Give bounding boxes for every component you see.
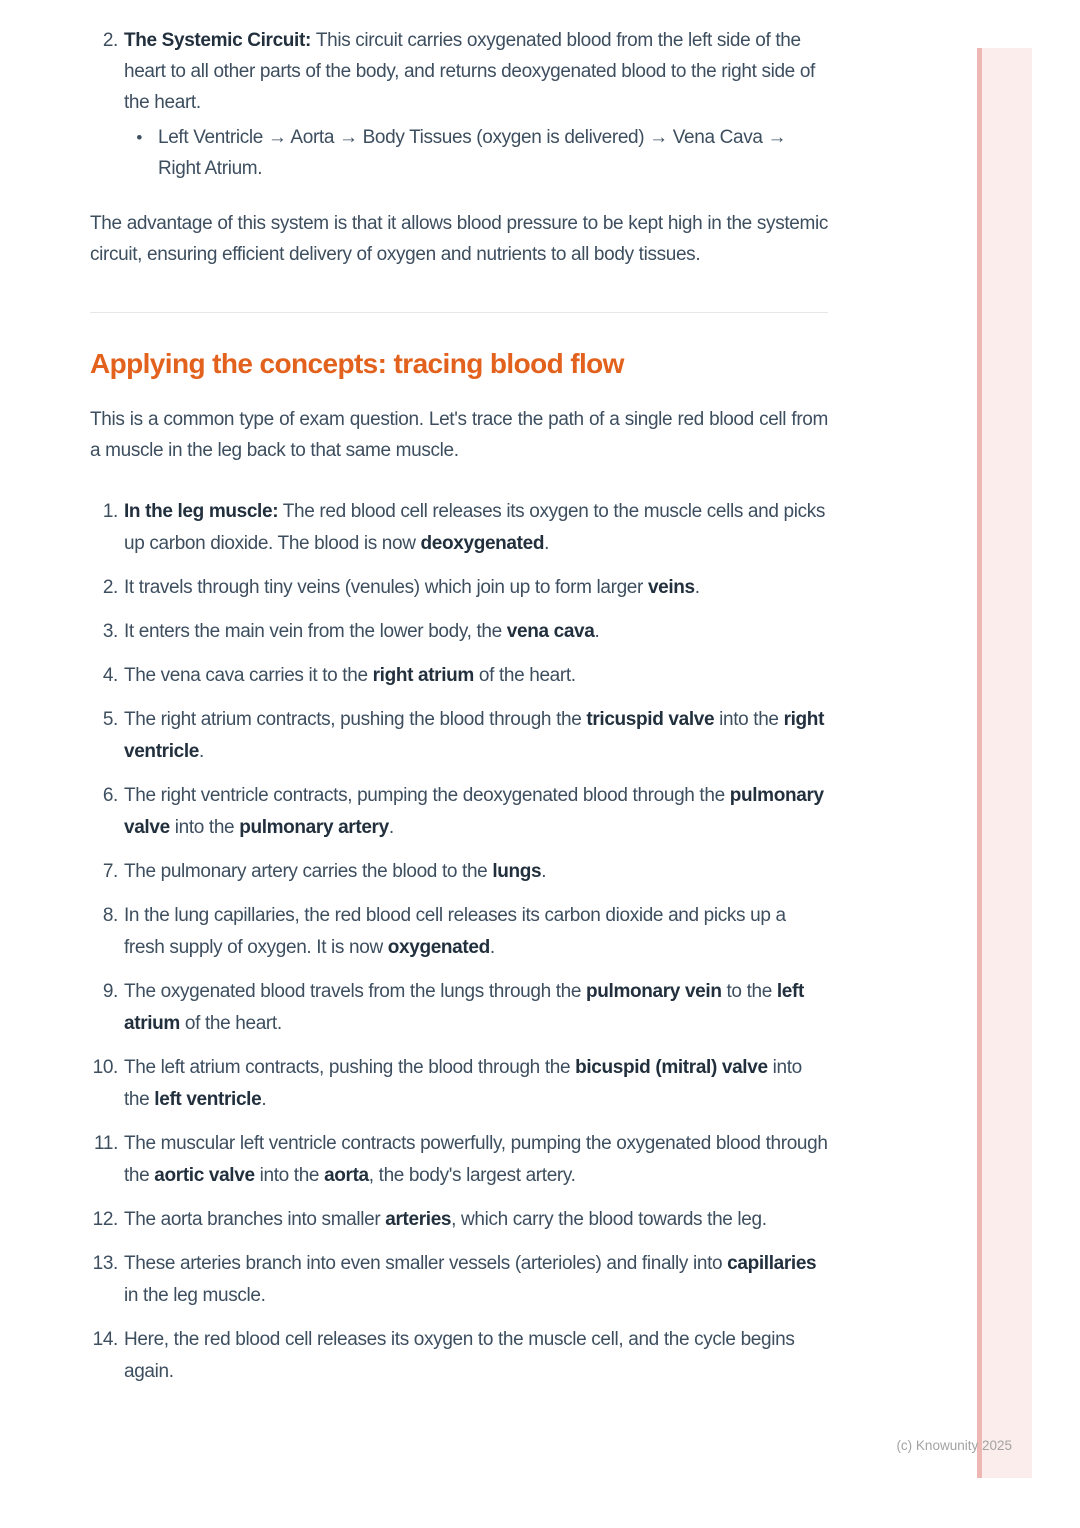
step-text: [124, 1052, 828, 1116]
systemic-circuit-item: [90, 25, 828, 118]
circuit-path-list: [90, 122, 828, 184]
text-run: The oxygenated blood travels from the lungs through the: [124, 981, 587, 1002]
step-number: 2.: [102, 577, 118, 598]
bold-term: right atrium: [372, 665, 474, 686]
bold-term: deoxygenated: [420, 533, 545, 554]
copyright-text: (c) Knowunity 2025: [896, 1438, 1012, 1453]
circuit-path-item: [90, 122, 828, 184]
bold-term: tricuspid valve: [586, 709, 715, 730]
step-item: [90, 976, 828, 1040]
bold-term: aorta: [324, 1165, 369, 1186]
text-run: The vena cava carries it to the: [124, 665, 373, 686]
bold-term: aortic valve: [154, 1165, 255, 1186]
step-number: 9.: [102, 981, 118, 1002]
step-text: [124, 660, 828, 692]
bold-term: lungs: [492, 861, 542, 882]
step-item: [90, 1052, 828, 1116]
step-number: 13.: [92, 1253, 118, 1274]
bold-term: left ventricle: [154, 1089, 262, 1110]
bold-term: bicuspid (mitral) valve: [575, 1057, 768, 1078]
text-run: Here, the red blood cell releases its oxygen to the muscle cell, and the cycle begins again.: [124, 1329, 795, 1382]
step-item: [90, 704, 828, 768]
bold-term: In the leg muscle:: [124, 501, 279, 522]
text-run: This circuit carries oxygenated blood from the left side of the heart to all other parts of the body, and returns deoxygenated blood to the right side of the heart.: [124, 30, 815, 113]
text-run: It travels through tiny veins (venules) which join up to form larger: [124, 577, 648, 598]
text-run: These arteries branch into even smaller vessels (arterioles) and finally into: [124, 1253, 728, 1274]
step-item: [90, 780, 828, 844]
bold-term: right ventricle: [124, 709, 825, 762]
circuit-list: [90, 25, 828, 118]
step-item: [90, 1204, 828, 1236]
step-text: [124, 616, 828, 648]
step-item: [90, 616, 828, 648]
section-heading: Applying the concepts: tracing blood flow: [90, 348, 624, 379]
bold-term: veins: [647, 577, 695, 598]
bullet-icon: •: [136, 128, 142, 147]
text-run: .: [489, 937, 495, 958]
page-content: [90, 0, 828, 1400]
text-run: The aorta branches into smaller: [124, 1209, 386, 1230]
text-run: of the heart.: [179, 1013, 282, 1034]
step-item: [90, 660, 828, 692]
step-item: [90, 900, 828, 964]
text-run: .: [199, 741, 204, 762]
bold-term: pulmonary artery: [239, 817, 389, 838]
text-run: into the: [254, 1165, 325, 1186]
circuit-path-text: Left Ventricle → Aorta → Body Tissues (oxygen is delivered) → Vena Cava → Right Atrium.: [158, 127, 787, 179]
step-number: 7.: [102, 861, 118, 882]
step-text: [124, 1128, 828, 1192]
step-text: [124, 572, 828, 604]
text-run: The right ventricle contracts, pumping the deoxygenated blood through the: [124, 785, 730, 806]
step-number: 12.: [92, 1209, 118, 1230]
text-run: .: [594, 621, 600, 642]
step-item: [90, 856, 828, 888]
bold-term: left atrium: [124, 981, 804, 1034]
step-number: 1.: [102, 501, 118, 522]
text-run: into the: [714, 709, 784, 730]
steps-list: [90, 496, 828, 1388]
systemic-circuit-text: [124, 25, 828, 118]
step-number: 5.: [102, 709, 118, 730]
text-run: The left atrium contracts, pushing the blood through the: [124, 1057, 576, 1078]
step-number: 6.: [102, 785, 118, 806]
text-run: The pulmonary artery carries the blood to the: [124, 861, 493, 882]
text-run: The right atrium contracts, pushing the blood through the: [124, 709, 587, 730]
text-run: .: [388, 817, 394, 838]
step-text: [124, 1324, 828, 1388]
step-item: [90, 572, 828, 604]
step-number: 4.: [102, 665, 118, 686]
step-number: 11.: [94, 1133, 118, 1154]
text-run: .: [541, 861, 547, 882]
step-text: [124, 496, 828, 560]
step-number: 3.: [102, 621, 118, 642]
step-item: [90, 1324, 828, 1388]
list-item-number: 2.: [102, 30, 118, 51]
text-run: In the lung capillaries, the red blood cell releases its carbon dioxide and picks up a fresh supply of oxygen. It is now: [124, 905, 786, 958]
text-run: The muscular left ventricle contracts powerfully, pumping the oxygenated blood through the: [124, 1133, 828, 1186]
step-text: [124, 780, 828, 844]
page-edge-strip: [977, 48, 1032, 1478]
text-run: in the leg muscle.: [124, 1285, 266, 1306]
text-run: .: [544, 533, 550, 554]
step-item: [90, 1248, 828, 1312]
text-run: to the: [721, 981, 777, 1002]
step-item: [90, 1128, 828, 1192]
bold-term: vena cava: [506, 621, 595, 642]
step-number: 8.: [102, 905, 118, 926]
step-text: [124, 1248, 828, 1312]
bold-term: pulmonary valve: [124, 785, 824, 838]
text-run: It enters the main vein from the lower body, the: [124, 621, 507, 642]
bold-term: oxygenated: [387, 937, 490, 958]
step-item: [90, 496, 828, 560]
step-text: [124, 704, 828, 768]
step-text: [124, 900, 828, 964]
text-run: The red blood cell releases its oxygen to the muscle cells and picks up carbon dioxide. The blood is now: [124, 501, 826, 554]
bold-term: The Systemic Circuit:: [124, 30, 316, 51]
advantage-paragraph: The advantage of this system is that it allows blood pressure to be kept high in the systemic circuit, ensuring efficient delivery of oxygen and nutrients to all body tissues.: [90, 213, 828, 265]
section-divider: [90, 312, 828, 313]
step-number: 10.: [92, 1057, 118, 1078]
bold-term: pulmonary vein: [586, 981, 722, 1002]
text-run: into the: [124, 1057, 802, 1110]
text-run: , which carry the blood towards the leg.: [451, 1209, 767, 1230]
bold-term: capillaries: [727, 1253, 817, 1274]
intro-paragraph: This is a common type of exam question. Let's trace the path of a single red blood cell from a muscle in the leg back to that same muscle.: [90, 409, 828, 461]
text-run: .: [694, 577, 700, 598]
step-text: [124, 1204, 828, 1236]
text-run: , the body's largest artery.: [368, 1165, 576, 1186]
bold-term: arteries: [385, 1209, 452, 1230]
text-run: of the heart.: [473, 665, 576, 686]
text-run: .: [261, 1089, 267, 1110]
step-text: [124, 856, 828, 888]
step-text: [124, 976, 828, 1040]
text-run: into the: [169, 817, 240, 838]
step-number: 14.: [92, 1329, 118, 1350]
